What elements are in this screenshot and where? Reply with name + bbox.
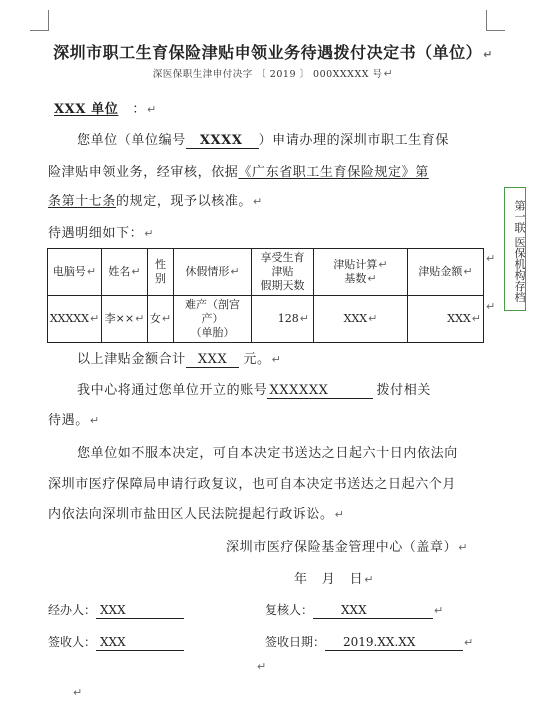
- signer-row: 签收人： XXX: [48, 634, 184, 651]
- date-line: 年 月 日↵: [294, 572, 375, 587]
- header-amount: 津贴金额↵: [408, 249, 484, 296]
- cell-gender: 女↵: [148, 296, 174, 343]
- sign-date-value: 2019.XX.XX: [325, 634, 463, 651]
- header-gender: 性 别: [148, 249, 174, 296]
- signature-org: 深圳市医疗保险基金管理中心（盖章）↵: [226, 540, 469, 555]
- total-line: 以上津贴金额合计 XXX 元。↵: [77, 352, 282, 367]
- para2-line1: 我中心将通过您单位开立的账号 XXXXXX 拨付相关: [77, 383, 431, 398]
- addressee: XXX 单位 ：↵: [54, 102, 157, 117]
- account-number: XXXXXX: [267, 383, 372, 399]
- corner-mark-top-right: [486, 10, 505, 31]
- header-leave-type: 休假情形↵: [174, 249, 252, 296]
- benefit-table: [47, 248, 484, 343]
- cell-name: 李××↵: [102, 296, 148, 343]
- cell-computer-no: XXXXX↵: [48, 296, 102, 343]
- header-leave-days: 享受生育 津贴 假期天数: [252, 249, 314, 296]
- total-amount: XXX: [186, 352, 240, 368]
- details-label: 待遇明细如下：↵: [48, 226, 155, 241]
- para3-line1: 您单位如不服本决定，可自本决定书送达之日起六十日内依法向: [77, 446, 458, 461]
- handler-row: 经办人： XXX: [48, 602, 184, 619]
- reviewer-value: XXX: [313, 602, 433, 619]
- para2-line2: 待遇。↵: [48, 413, 100, 428]
- handler-value: XXX: [96, 602, 184, 619]
- para3-line3: 内依法向深圳市盐田区人民法院提起行政诉讼。↵: [48, 507, 345, 522]
- document-title: 深圳市职工生育保险津贴申领业务待遇拨付决定书（单位）↵: [53, 43, 493, 62]
- law-name: 《广东省职工生育保险规定》第: [238, 165, 429, 180]
- table-row: [48, 296, 484, 343]
- corner-mark-top-left: [30, 10, 49, 31]
- para1-line2: 险津贴申领业务，经审核，依据《广东省职工生育保险规定》第: [48, 165, 429, 180]
- table-row-end-mark-1: ↵: [486, 252, 496, 265]
- para1-line1: 您单位（单位编号 XXXX ）申请办理的深圳市职工生育保: [77, 133, 449, 148]
- header-computer-no: 电脑号↵: [48, 249, 102, 296]
- unit-code: XXXX: [186, 133, 259, 149]
- header-name: 姓名↵: [102, 249, 148, 296]
- empty-paragraph-mark: ↵: [257, 660, 267, 673]
- sign-date-row: 签收日期： 2019.XX.XX ↵: [265, 635, 474, 649]
- cell-calc-base: XXX↵: [314, 296, 408, 343]
- header-calc-base: 津贴计算↵ 基数↵: [314, 249, 408, 296]
- para3-line2: 深圳市医疗保障局申请行政复议，也可自本决定书送达之日起六个月: [48, 477, 457, 492]
- cell-leave-days: 128↵: [252, 296, 314, 343]
- signer-value: XXX: [96, 634, 184, 651]
- para1-line3: 条第十七条的规定，现予以核准。↵: [48, 194, 263, 209]
- document-number: 深医保职生津申付决字 〔 2019 〕 000XXXXX 号↵: [152, 67, 394, 80]
- cell-amount: XXX↵: [408, 296, 484, 343]
- copy-tab-label: 第一联 医保机构存档: [504, 187, 526, 311]
- reviewer-row: 复核人： XXX ↵: [265, 603, 444, 617]
- empty-paragraph-mark: ↵: [73, 686, 83, 699]
- cell-leave-type: 难产（剖宫 产） （单胎）: [174, 296, 252, 343]
- table-row-end-mark-2: ↵: [486, 300, 496, 313]
- table-header-row: [48, 249, 484, 296]
